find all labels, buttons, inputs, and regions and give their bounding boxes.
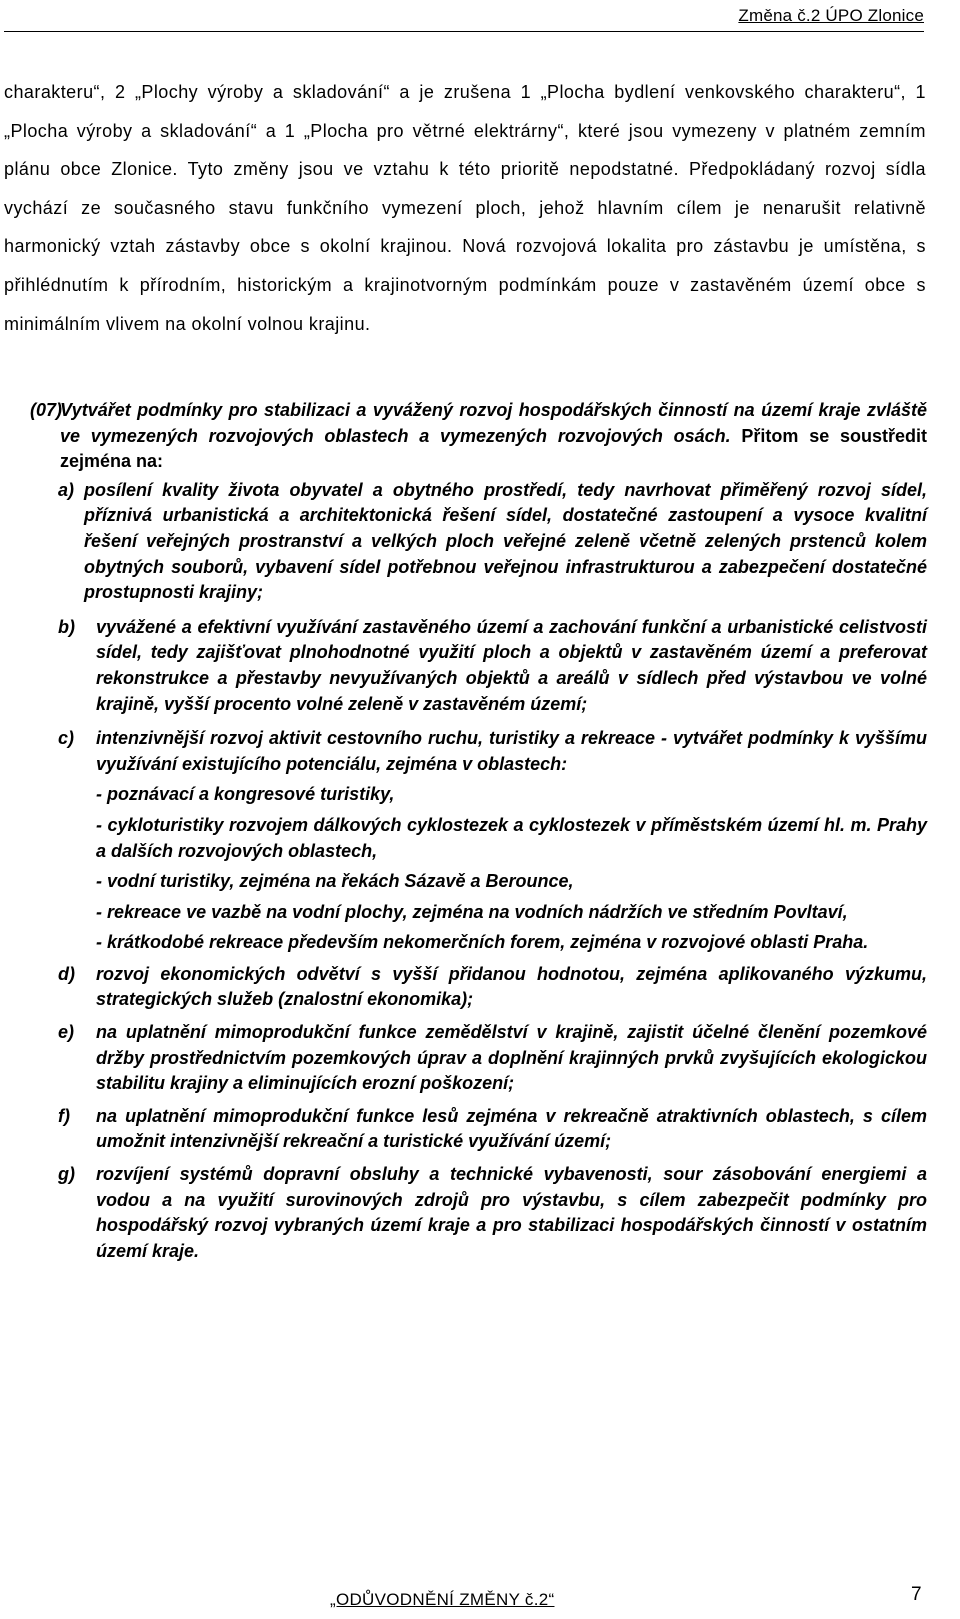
list-item-label: c) <box>58 728 75 749</box>
list-item-b <box>30 615 927 717</box>
list-item-d <box>30 962 927 1013</box>
section-statement: Vytvářet podmínky pro stabilizaci a vyvážený rozvoj hospodářských činností na území kraje zvláště ve vymezených rozvojových oblastech a vymezených rozvojových osách. <box>60 400 927 446</box>
intro-paragraph: charakteru“, 2 „Plochy výroby a skladování“ a je zrušena 1 „Plocha bydlení venkovského charakteru“, 1 „Plocha výroby a skladování“ a 1 „Plocha pro větrné elektrárny“, které jsou vymezeny v platném zemním plánu obce Zlonice. Tyto změny jsou ve vztahu k této prioritě nepodstatné. Předpokládaný rozvoj sídla vychází ze současného stavu funkčního vymezení ploch, jehož hlavním cílem je nenarušit relativně harmonický vztah zástavby obce s okolní krajinou. Nová rozvojová lokalita pro zástavbu je umístěna, s přihlédnutím k přírodním, historickým a krajinotvorným podmínkám pouze v zastavěném území obce s minimálním vlivem na okolní volnou krajinu. <box>4 82 926 334</box>
list-item-text: posílení kvality života obyvatel a obytného prostředí, tedy navrhovat přiměřený rozvoj sídel, příznivá urbanistická a architektonická řešení sídel, dostatečné zastoupení a vysoce kvalitní řešení veřejných prostranství a velkých ploch veřejné zeleně včetně zelených prstenců kolem obytných souborů, vybavení sídel potřebnou veřejnou infrastrukturou a zabezpečení dostatečné prostupnosti krajiny; <box>84 479 927 603</box>
section-heading <box>30 398 927 475</box>
sub-item: - cykloturistiky rozvojem dálkových cyklostezek a cyklostezek v příměstském území hl. m. Prahy a dalších rozvojových oblastech, <box>96 814 927 861</box>
list-item-a <box>30 478 927 606</box>
section-lead: Přitom se soustředit zejména na: <box>60 425 927 472</box>
list-item-text: na uplatnění mimoprodukční funkce lesů zejména v rekreačně atraktivních oblastech, s cílem umožnit intenzivnější rekreační a turistické využívání území; <box>96 1105 927 1152</box>
list-item-c <box>30 726 927 956</box>
list-item-g <box>30 1162 927 1264</box>
list-item-label: g) <box>58 1164 75 1185</box>
list-item-text: rozvíjení systémů dopravní obsluhy a technické vybavenosti, sour zásobování energiemi a vodou a na využití surovinových zdrojů pro výstavbu, s cílem zabezpečit podmínky pro hospodářský rozvoj vybraných území kraje a pro stabilizaci hospodářských činností v ostatním území kraje. <box>96 1164 927 1261</box>
document-title: Změna č.2 ÚPO Zlonice <box>738 6 924 25</box>
page-footer <box>0 1584 960 1619</box>
sub-item: - rekreace ve vazbě na vodní plochy, zejména na vodních nádržích ve středním Povltaví, <box>96 901 848 922</box>
list-item-label: f) <box>58 1105 70 1126</box>
sub-item: - vodní turistiky, zejména na řekách Sázavě a Berounce, <box>96 871 574 892</box>
list-item-text: na uplatnění mimoprodukční funkce zemědělství v krajině, zajistit účelné členění pozemkové držby prostřednictvím pozemkových úprav a doplnění krajinných prvků zvyšujících ekologickou stabilitu krajiny a eliminujících erozní poškození; <box>96 1022 927 1094</box>
list-item-label: e) <box>58 1022 75 1043</box>
list-item-text: rozvoj ekonomických odvětví s vyšší přidanou hodnotou, zejména aplikovaného výzkumu, strategických služeb (znalostní ekonomika); <box>96 963 927 1010</box>
list-item-label: b) <box>58 616 75 637</box>
list-item-f <box>30 1104 927 1155</box>
list-item-text: vyvážené a efektivní využívání zastavěného území a zachování funkční a urbanistické celistvosti sídel, tedy zajišťovat plnohodnotné využití ploch a objektů v zastavěném území a preferovat rekonstrukce a přestavby nevyužívaných objektů a areálů v sídlech před výstavbou ve volné krajině, vyšší procento volné zeleně v zastavěném území; <box>96 616 927 714</box>
sub-item: - poznávací a kongresové turistiky, <box>96 784 395 805</box>
list-item-label: d) <box>58 963 75 984</box>
sub-item: - krátkodobé rekreace především nekomerčních forem, zejména v rozvojové oblasti Praha. <box>96 932 869 953</box>
section-text <box>60 398 927 475</box>
footer-title: „ODŮVODNĚNÍ ZMĚNY č.2“ <box>330 1590 555 1609</box>
list-item-text: intenzivnější rozvoj aktivit cestovního ruchu, turistiky a rekreace - vytvářet podmínky k vyššímu využívání existujícího potenciálu, zejména v oblastech: <box>96 728 927 774</box>
section-number: (07) <box>30 400 63 420</box>
page-header <box>4 0 924 32</box>
list-item-label: a) <box>58 479 75 500</box>
section-07 <box>30 398 927 1264</box>
page-number: 7 <box>911 1584 922 1605</box>
list-item-e <box>30 1020 927 1097</box>
list-item-body <box>96 726 927 956</box>
